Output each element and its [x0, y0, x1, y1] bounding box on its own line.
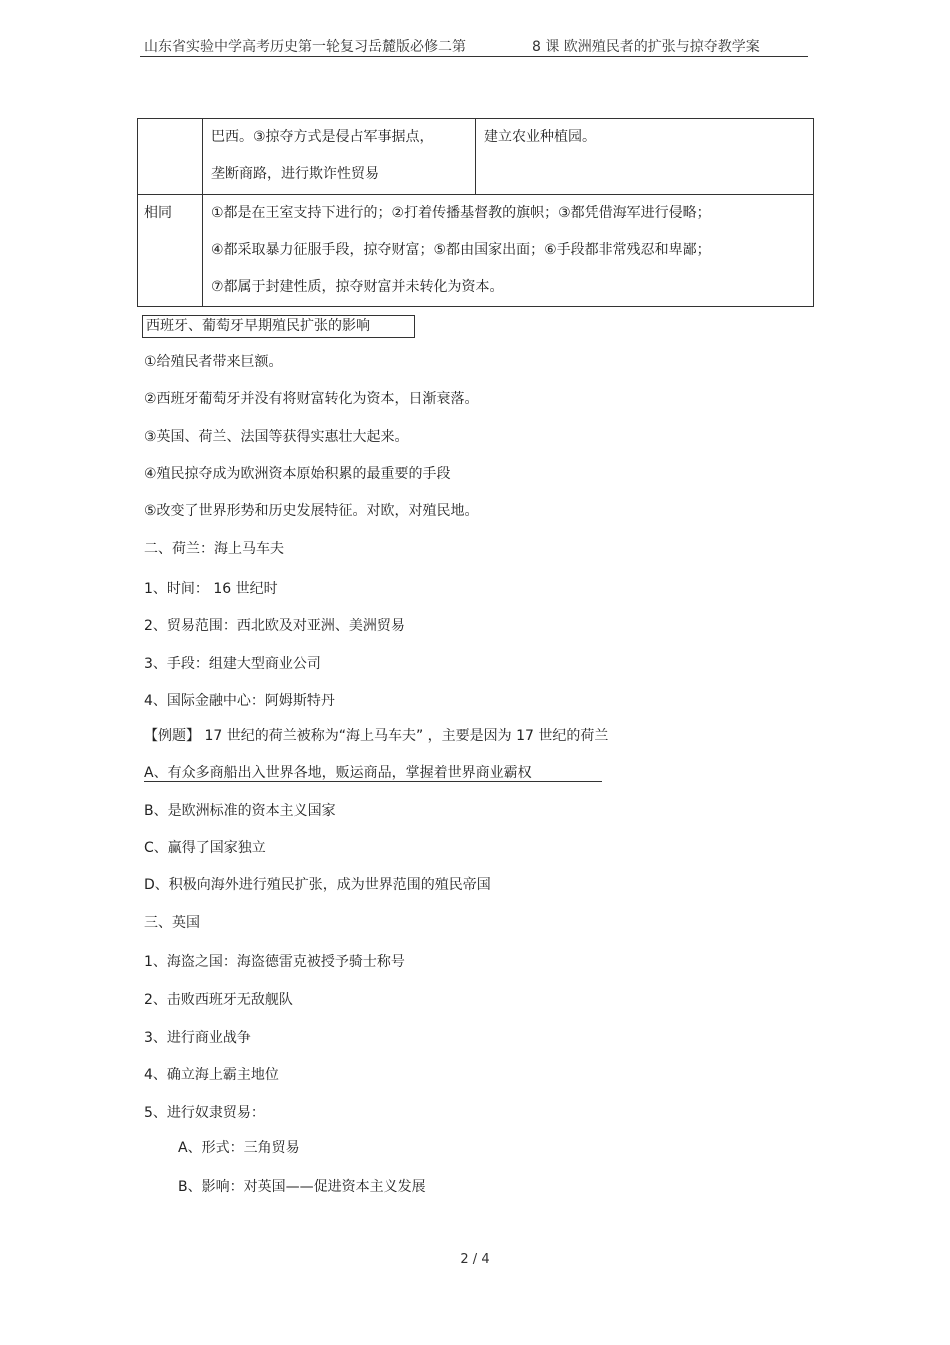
header-doc-title: 山东省实验中学高考历史第一轮复习岳麓版必修二第: [144, 39, 466, 55]
list-item: ⑤改变了世界形势和历史发展特征。对欧，对殖民地。: [144, 503, 479, 519]
list-item: 2、贸易范围：西北欧及对亚洲、美洲贸易: [144, 618, 405, 634]
list-item: 4、确立海上霸主地位: [144, 1067, 279, 1083]
comparison-table: [137, 118, 814, 307]
sub-list-item: A、形式：三角贸易: [178, 1140, 300, 1156]
list-item: 4、国际金融中心：阿姆斯特丹: [144, 693, 335, 709]
impact-title: 西班牙、葡萄牙早期殖民扩张的影响: [142, 315, 415, 338]
table-cell: [203, 119, 476, 195]
table-row-label: 相同: [144, 205, 172, 221]
answer-option: A、有众多商船出入世界各地，贩运商品，掌握着世界商业霸权: [144, 765, 532, 781]
sub-list-item: B、影响：对英国——促进资本主义发展: [178, 1179, 426, 1195]
list-item: 3、手段：组建大型商业公司: [144, 656, 321, 672]
list-item: 5、进行奴隶贸易：: [144, 1105, 265, 1121]
table-cell: [203, 195, 814, 307]
list-item: 3、进行商业战争: [144, 1030, 251, 1046]
table-row: [138, 119, 814, 195]
example-question: 【例题】 17 世纪的荷兰被称为“海上马车夫” ，主要是因为 17 世纪的荷兰: [144, 728, 609, 744]
answer-option: C、赢得了国家独立: [144, 840, 266, 856]
list-item: 1、海盗之国：海盗德雷克被授予骑士称号: [144, 954, 405, 970]
answer-underline: [144, 781, 602, 782]
table-row: [138, 195, 814, 307]
list-item: ②西班牙葡萄牙并没有将财富转化为资本，日渐衰落。: [144, 391, 479, 407]
list-item: 2、击败西班牙无敌舰队: [144, 992, 293, 1008]
table-cell-line: 巴西。③掠夺方式是侵占军事据点，: [211, 129, 434, 145]
table-cell-line: ①都是在王室支持下进行的；②打着传播基督教的旗帜；③都凭借海军进行侵略；: [211, 205, 711, 221]
section-heading: 二、荷兰：海上马车夫: [144, 541, 284, 557]
table-cell: [476, 119, 814, 195]
list-item: ③英国、荷兰、法国等获得实惠壮大起来。: [144, 429, 409, 445]
list-item: ①给殖民者带来巨额。: [144, 354, 283, 370]
section-heading: 三、英国: [144, 915, 200, 931]
answer-option: D、积极向海外进行殖民扩张，成为世界范围的殖民帝国: [144, 877, 491, 893]
table-cell-line: 垄断商路，进行欺诈性贸易: [211, 166, 379, 182]
table-row-label: [138, 119, 203, 195]
table-cell-line: 建立农业种植园。: [484, 129, 596, 145]
list-item: ④殖民掠夺成为欧洲资本原始积累的最重要的手段: [144, 466, 451, 482]
list-item: 1、时间： 16 世纪时: [144, 581, 278, 597]
table-cell-line: ④都采取暴力征服手段，掠夺财富；⑤都由国家出面；⑥手段都非常残忍和卑鄙；: [211, 242, 711, 258]
header-lesson-title: 8 课 欧洲殖民者的扩张与掠夺教学案: [532, 39, 760, 55]
page-header: [140, 34, 808, 57]
page-number: 2 / 4: [460, 1252, 490, 1267]
answer-option: B、是欧洲标准的资本主义国家: [144, 803, 336, 819]
table-cell-line: ⑦都属于封建性质，掠夺财富并未转化为资本。: [211, 279, 504, 295]
